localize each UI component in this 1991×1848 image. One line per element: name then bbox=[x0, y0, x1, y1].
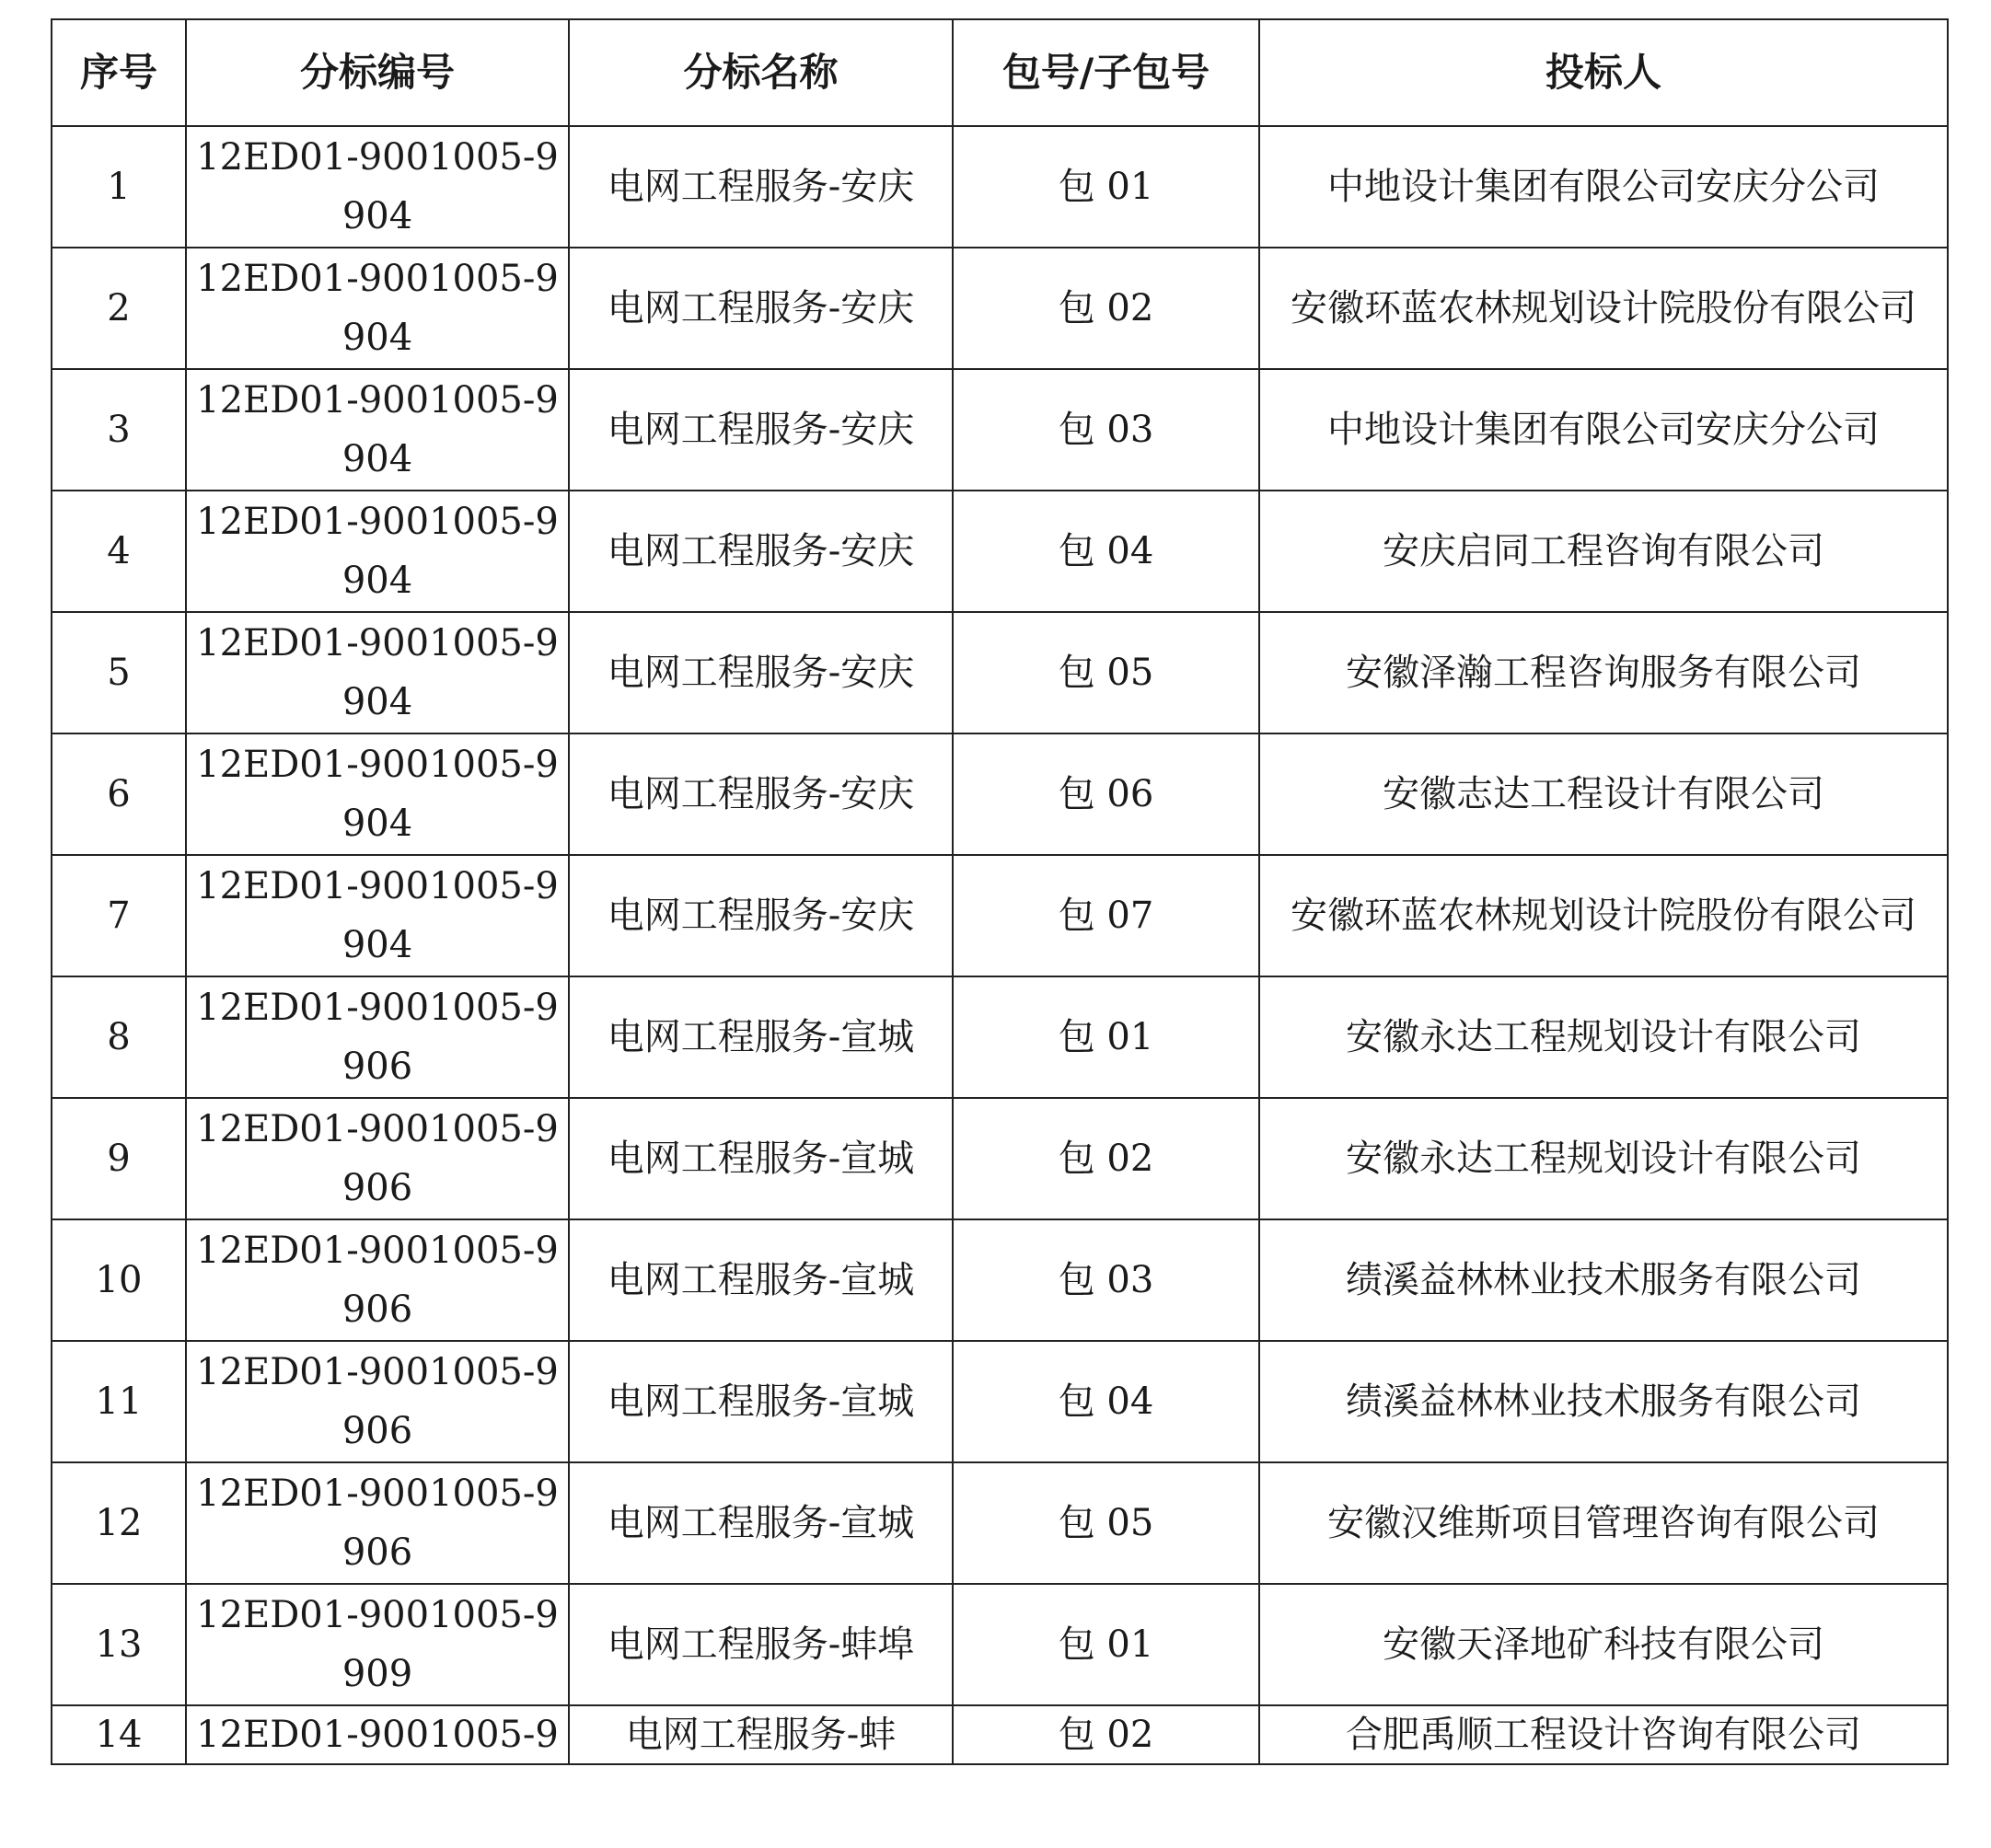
serial-number-cell bbox=[52, 1462, 186, 1584]
lot-name-cell bbox=[569, 369, 953, 491]
serial-number-cell bbox=[52, 1341, 186, 1462]
serial-number-cell-text: 10 bbox=[95, 1259, 143, 1301]
bidder-cell bbox=[1259, 1584, 1948, 1705]
lot-code-cell bbox=[186, 1098, 569, 1219]
package-number-cell bbox=[953, 1098, 1259, 1219]
lot-code-cell-text: 12ED01-9001005-9906 bbox=[196, 1230, 559, 1331]
package-number-cell bbox=[953, 1462, 1259, 1584]
bidder-cell bbox=[1259, 126, 1948, 248]
bidder-cell bbox=[1259, 1462, 1948, 1584]
serial-number-cell bbox=[52, 126, 186, 248]
lot-name-cell bbox=[569, 612, 953, 733]
package-number-cell bbox=[953, 855, 1259, 976]
serial-number-cell bbox=[52, 1219, 186, 1341]
table-row bbox=[52, 491, 1948, 612]
lot-name-cell bbox=[569, 733, 953, 855]
header-package-number: 包号/子包号 bbox=[953, 19, 1259, 126]
package-number-cell-text: 包 02 bbox=[1058, 1138, 1154, 1180]
package-number-cell bbox=[953, 491, 1259, 612]
lot-code-cell-text: 12ED01-9001005-9909 bbox=[196, 1594, 559, 1695]
lot-name-cell bbox=[569, 1705, 953, 1764]
lot-code-cell-text: 12ED01-9001005-9906 bbox=[196, 1473, 559, 1574]
bidder-cell bbox=[1259, 1341, 1948, 1462]
lot-name-cell bbox=[569, 491, 953, 612]
bidder-cell bbox=[1259, 491, 1948, 612]
serial-number-cell-text: 2 bbox=[107, 287, 131, 329]
bidder-cell-text: 安徽环蓝农林规划设计院股份有限公司 bbox=[1291, 287, 1916, 329]
lot-code-cell bbox=[186, 248, 569, 369]
lot-name-cell-text: 电网工程服务-蚌 bbox=[625, 1714, 897, 1756]
lot-name-cell-text: 电网工程服务-安庆 bbox=[607, 409, 915, 451]
table-row bbox=[52, 976, 1948, 1098]
serial-number-cell-text: 9 bbox=[107, 1138, 131, 1180]
lot-code-cell-text: 12ED01-9001005-9904 bbox=[196, 622, 559, 723]
bidder-cell-text: 安徽永达工程规划设计有限公司 bbox=[1346, 1016, 1861, 1058]
lot-name-cell-text: 电网工程服务-宣城 bbox=[607, 1259, 915, 1301]
header-lot-code: 分标编号 bbox=[186, 19, 569, 126]
lot-name-cell bbox=[569, 1098, 953, 1219]
header-bidder: 投标人 bbox=[1259, 19, 1948, 126]
lot-name-cell bbox=[569, 1341, 953, 1462]
lot-name-cell-text: 电网工程服务-蚌埠 bbox=[607, 1623, 915, 1666]
serial-number-cell-text: 1 bbox=[107, 166, 131, 208]
package-number-cell bbox=[953, 733, 1259, 855]
table-row bbox=[52, 1705, 1948, 1764]
serial-number-cell bbox=[52, 1705, 186, 1764]
bidder-table-container bbox=[51, 18, 1949, 1765]
lot-name-cell-text: 电网工程服务-宣城 bbox=[607, 1502, 915, 1544]
header-serial-number: 序号 bbox=[52, 19, 186, 126]
serial-number-cell-text: 8 bbox=[107, 1016, 131, 1058]
serial-number-cell-text: 5 bbox=[107, 652, 131, 694]
bidder-cell-text: 安徽志达工程设计有限公司 bbox=[1383, 773, 1824, 815]
bidder-cell-text: 安徽环蓝农林规划设计院股份有限公司 bbox=[1291, 895, 1916, 937]
bidder-cell-text: 安徽汉维斯项目管理咨询有限公司 bbox=[1327, 1502, 1880, 1544]
table-row bbox=[52, 248, 1948, 369]
package-number-cell-text: 包 01 bbox=[1058, 1623, 1154, 1666]
lot-code-cell bbox=[186, 733, 569, 855]
bidder-cell bbox=[1259, 1705, 1948, 1764]
table-body bbox=[52, 126, 1948, 1764]
lot-code-cell-text: 12ED01-9001005-9906 bbox=[196, 987, 559, 1088]
lot-code-cell-text: 12ED01-9001005-9 bbox=[196, 1714, 559, 1756]
serial-number-cell-text: 13 bbox=[95, 1623, 143, 1666]
lot-code-cell bbox=[186, 491, 569, 612]
package-number-cell-text: 包 01 bbox=[1058, 166, 1154, 208]
lot-code-cell bbox=[186, 1341, 569, 1462]
bidder-cell-text: 安徽泽瀚工程咨询服务有限公司 bbox=[1346, 652, 1861, 694]
bidder-cell-text: 安徽天泽地矿科技有限公司 bbox=[1383, 1623, 1824, 1666]
lot-name-cell-text: 电网工程服务-安庆 bbox=[607, 166, 915, 208]
serial-number-cell-text: 11 bbox=[95, 1380, 143, 1423]
lot-name-cell bbox=[569, 126, 953, 248]
package-number-cell-text: 包 04 bbox=[1058, 530, 1154, 572]
package-number-cell-text: 包 07 bbox=[1058, 895, 1154, 937]
package-number-cell bbox=[953, 976, 1259, 1098]
lot-name-cell bbox=[569, 1584, 953, 1705]
bidder-cell bbox=[1259, 369, 1948, 491]
package-number-cell-text: 包 05 bbox=[1058, 1502, 1154, 1544]
bidder-cell-text: 安徽永达工程规划设计有限公司 bbox=[1346, 1138, 1861, 1180]
lot-name-cell bbox=[569, 976, 953, 1098]
bidder-cell bbox=[1259, 855, 1948, 976]
serial-number-cell-text: 12 bbox=[95, 1502, 143, 1544]
table-row bbox=[52, 369, 1948, 491]
table-header bbox=[52, 19, 1948, 126]
bidder-cell bbox=[1259, 248, 1948, 369]
bidder-cell bbox=[1259, 733, 1948, 855]
package-number-cell-text: 包 06 bbox=[1058, 773, 1154, 815]
serial-number-cell-text: 14 bbox=[95, 1714, 143, 1756]
serial-number-cell-text: 7 bbox=[107, 895, 131, 937]
table-row bbox=[52, 855, 1948, 976]
bidder-table bbox=[51, 18, 1949, 1765]
package-number-cell-text: 包 02 bbox=[1058, 1714, 1154, 1756]
lot-name-cell-text: 电网工程服务-安庆 bbox=[607, 530, 915, 572]
serial-number-cell bbox=[52, 248, 186, 369]
bidder-cell-text: 合肥禹顺工程设计咨询有限公司 bbox=[1346, 1714, 1861, 1756]
lot-name-cell bbox=[569, 248, 953, 369]
package-number-cell bbox=[953, 612, 1259, 733]
serial-number-cell bbox=[52, 491, 186, 612]
serial-number-cell bbox=[52, 612, 186, 733]
package-number-cell-text: 包 04 bbox=[1058, 1380, 1154, 1423]
lot-code-cell-text: 12ED01-9001005-9904 bbox=[196, 865, 559, 966]
lot-name-cell-text: 电网工程服务-安庆 bbox=[607, 773, 915, 815]
table-row bbox=[52, 1219, 1948, 1341]
table-row bbox=[52, 1341, 1948, 1462]
lot-name-cell-text: 电网工程服务-宣城 bbox=[607, 1138, 915, 1180]
table-row bbox=[52, 733, 1948, 855]
package-number-cell bbox=[953, 1584, 1259, 1705]
bidder-cell bbox=[1259, 612, 1948, 733]
lot-name-cell-text: 电网工程服务-安庆 bbox=[607, 287, 915, 329]
package-number-cell-text: 包 03 bbox=[1058, 409, 1154, 451]
lot-code-cell bbox=[186, 1705, 569, 1764]
lot-name-cell bbox=[569, 1462, 953, 1584]
lot-code-cell-text: 12ED01-9001005-9904 bbox=[196, 258, 559, 359]
serial-number-cell bbox=[52, 1098, 186, 1219]
table-row bbox=[52, 1462, 1948, 1584]
package-number-cell-text: 包 02 bbox=[1058, 287, 1154, 329]
package-number-cell bbox=[953, 248, 1259, 369]
lot-code-cell bbox=[186, 1462, 569, 1584]
serial-number-cell-text: 3 bbox=[107, 409, 131, 451]
table-row bbox=[52, 1098, 1948, 1219]
package-number-cell bbox=[953, 1705, 1259, 1764]
lot-code-cell bbox=[186, 1219, 569, 1341]
serial-number-cell bbox=[52, 369, 186, 491]
lot-code-cell bbox=[186, 612, 569, 733]
lot-name-cell-text: 电网工程服务-安庆 bbox=[607, 895, 915, 937]
serial-number-cell bbox=[52, 976, 186, 1098]
lot-code-cell-text: 12ED01-9001005-9904 bbox=[196, 379, 559, 480]
bidder-cell-text: 安庆启同工程咨询有限公司 bbox=[1383, 530, 1824, 572]
serial-number-cell-text: 6 bbox=[107, 773, 131, 815]
package-number-cell bbox=[953, 369, 1259, 491]
bidder-cell bbox=[1259, 1219, 1948, 1341]
serial-number-cell bbox=[52, 855, 186, 976]
lot-code-cell bbox=[186, 976, 569, 1098]
bidder-cell-text: 中地设计集团有限公司安庆分公司 bbox=[1327, 409, 1880, 451]
lot-code-cell bbox=[186, 369, 569, 491]
lot-name-cell-text: 电网工程服务-宣城 bbox=[607, 1380, 915, 1423]
lot-name-cell bbox=[569, 1219, 953, 1341]
lot-code-cell-text: 12ED01-9001005-9906 bbox=[196, 1351, 559, 1452]
lot-code-cell-text: 12ED01-9001005-9904 bbox=[196, 136, 559, 237]
lot-code-cell bbox=[186, 1584, 569, 1705]
bidder-cell-text: 绩溪益林林业技术服务有限公司 bbox=[1346, 1259, 1861, 1301]
package-number-cell-text: 包 05 bbox=[1058, 652, 1154, 694]
package-number-cell bbox=[953, 1341, 1259, 1462]
lot-code-cell-text: 12ED01-9001005-9904 bbox=[196, 501, 559, 602]
bidder-cell-text: 中地设计集团有限公司安庆分公司 bbox=[1327, 166, 1880, 208]
serial-number-cell-text: 4 bbox=[107, 530, 131, 572]
header-row bbox=[52, 19, 1948, 126]
lot-code-cell bbox=[186, 855, 569, 976]
lot-code-cell bbox=[186, 126, 569, 248]
lot-name-cell-text: 电网工程服务-宣城 bbox=[607, 1016, 915, 1058]
serial-number-cell bbox=[52, 1584, 186, 1705]
bidder-cell bbox=[1259, 976, 1948, 1098]
bidder-cell-text: 绩溪益林林业技术服务有限公司 bbox=[1346, 1380, 1861, 1423]
lot-name-cell bbox=[569, 855, 953, 976]
header-lot-name: 分标名称 bbox=[569, 19, 953, 126]
package-number-cell-text: 包 01 bbox=[1058, 1016, 1154, 1058]
package-number-cell bbox=[953, 1219, 1259, 1341]
package-number-cell-text: 包 03 bbox=[1058, 1259, 1154, 1301]
lot-code-cell-text: 12ED01-9001005-9904 bbox=[196, 744, 559, 845]
lot-code-cell-text: 12ED01-9001005-9906 bbox=[196, 1108, 559, 1209]
package-number-cell bbox=[953, 126, 1259, 248]
table-row bbox=[52, 1584, 1948, 1705]
table-row bbox=[52, 126, 1948, 248]
bidder-cell bbox=[1259, 1098, 1948, 1219]
table-row bbox=[52, 612, 1948, 733]
lot-name-cell-text: 电网工程服务-安庆 bbox=[607, 652, 915, 694]
serial-number-cell bbox=[52, 733, 186, 855]
